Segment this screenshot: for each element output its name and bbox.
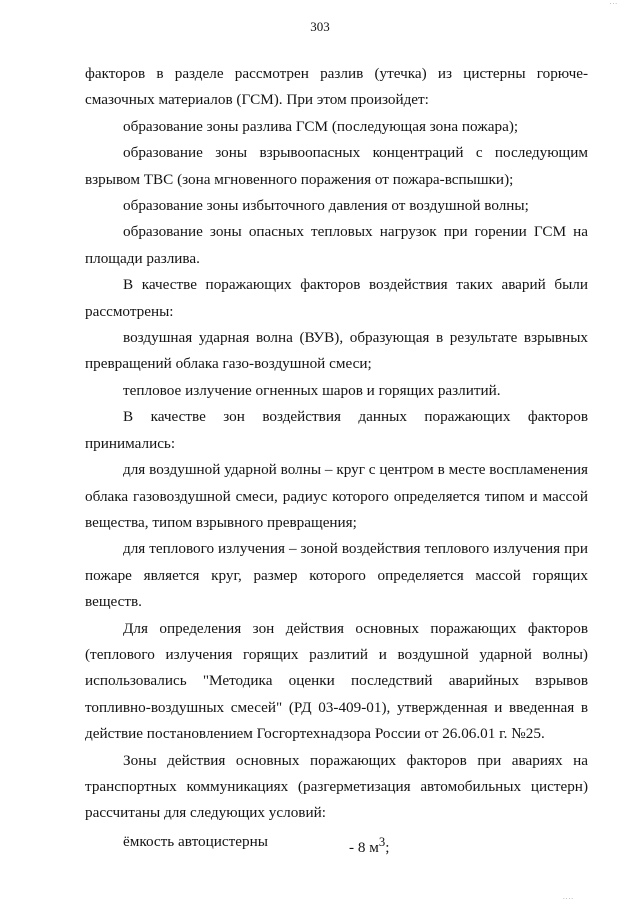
paragraph: образование зоны опасных тепловых нагрузок при горении ГСМ на площади разлива. — [85, 223, 588, 267]
paragraph: факторов в разделе рассмотрен разлив (утечка) из цистерны горюче-смазочных материалов (ГСМ). При этом произойдет: — [85, 65, 588, 109]
paragraph: воздушная ударная волна (ВУВ), образующая в результате взрывных превращений облака газо-воздушной смеси; — [85, 329, 588, 373]
paragraph: Зоны действия основных поражающих факторов при авариях на транспортных коммуникациях (разгерметизация автомобильных цистерн) рассчитаны для следующих условий: — [85, 751, 588, 822]
corner-mark-top: ... — [609, 0, 618, 6]
corner-mark-bottom: .... — [563, 893, 574, 901]
paragraph: для теплового излучения – зоной воздействия теплового излучения при пожаре является круг, размер которого определяется массой горящих веществ. — [85, 540, 588, 611]
document-body — [85, 61, 588, 855]
tank-volume-number: - 8 м — [349, 838, 379, 856]
paragraph: Для определения зон действия основных поражающих факторов (теплового излучения горящих разлитий и воздушной ударной волны) использовались "Методика оценки последствий аварийных взрывов топливно-воздушных смесей" (РД 03-409-01), утвержденная и введенная в действие постановлением Госгортехнадзора России от 26.06.01 г. №25. — [85, 619, 588, 743]
page-number: 303 — [310, 19, 330, 34]
tank-volume-unit-exponent: 3 — [378, 834, 386, 849]
tank-volume-value — [349, 829, 389, 861]
condition-row-tank-volume — [85, 829, 588, 855]
paragraph: тепловое излучение огненных шаров и горящих разлитий. — [123, 381, 501, 399]
paragraph: В качестве зон воздействия данных поражающих факторов принимались: — [85, 408, 588, 452]
tank-volume-label: ёмкость автоцистерны — [123, 832, 268, 850]
paragraph: образование зоны взрывоопасных концентраций с последующим взрывом ТВС (зона мгновенного поражения от пожара-вспышки); — [85, 144, 588, 188]
paragraph: В качестве поражающих факторов воздействия таких аварий были рассмотрены: — [85, 276, 588, 320]
paragraph: образование зоны избыточного давления от воздушной волны; — [123, 197, 529, 215]
paragraph: образование зоны разлива ГСМ (последующая зона пожара); — [123, 117, 519, 135]
tank-volume-suffix: ; — [385, 838, 390, 856]
paragraph: для воздушной ударной волны – круг с центром в месте воспламенения облака газовоздушной смеси, радиус которого определяется типом и массой вещества, типом взрывного превращения; — [85, 461, 588, 531]
